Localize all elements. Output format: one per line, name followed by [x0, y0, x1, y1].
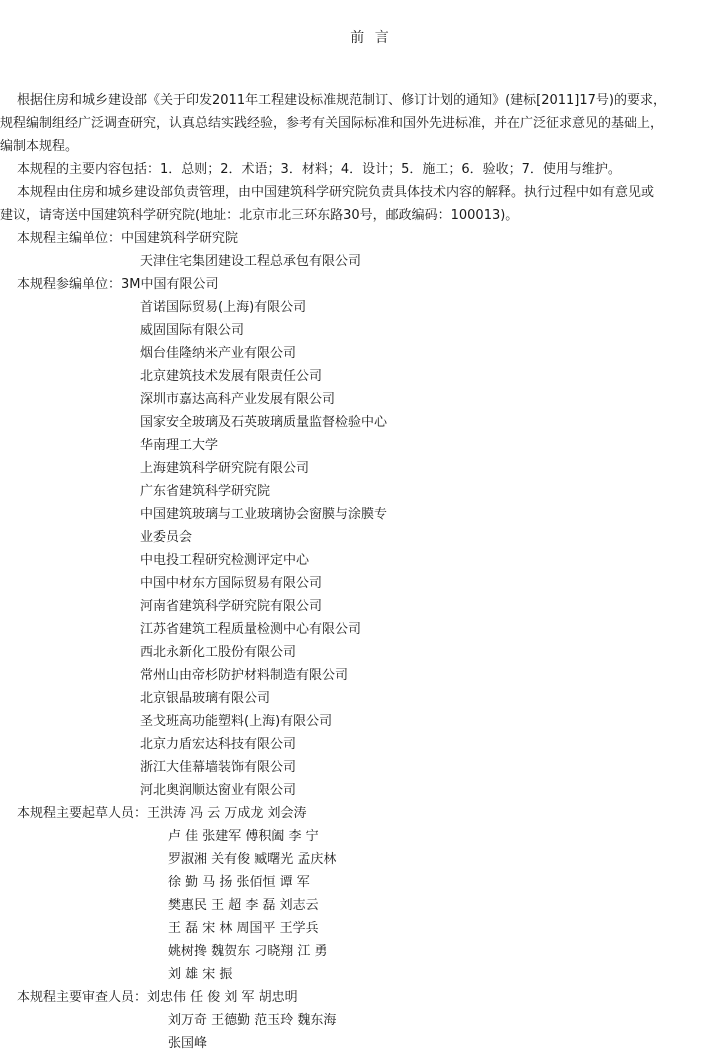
chief-editor-unit: 中国建筑科学研究院: [121, 231, 239, 246]
paragraph-contents: [0, 158, 708, 181]
participating-unit: 江苏省建筑工程质量检测中心有限公司: [140, 622, 362, 637]
paragraph-line: 根据住房和城乡建设部《关于印发2011年工程建设标准规范制订、修订计划的通知》(建标[2011]17号)的要求，: [17, 93, 666, 108]
paragraph-management: [0, 181, 708, 227]
participating-unit: 上海建筑科学研究院有限公司: [140, 461, 310, 476]
drafters-names: 王 磊 宋 林 周国平 王学兵: [168, 921, 319, 936]
paragraph-line: 规程编制组经广泛调查研究，认真总结实践经验，参考有关国际标准和国外先进标准，并在广泛征求意见的基础上，: [0, 116, 664, 131]
participating-row: [0, 273, 712, 296]
participating-unit: 北京力盾宏达科技有限公司: [140, 737, 297, 752]
paragraph-line: 本规程的主要内容包括：1．总则；2．术语；3．材料；4．设计；5．施工；6．验收；7．使用与维护。: [17, 162, 621, 177]
chief-editor-label: 本规程主编单位：: [17, 231, 122, 246]
drafters-row: [0, 802, 712, 825]
drafters-list: [0, 802, 712, 986]
drafters-names: 樊惠民 王 超 李 磊 刘志云: [168, 898, 319, 913]
participating-unit: 浙江大佳幕墙装饰有限公司: [140, 760, 297, 775]
drafters-names: 刘 雄 宋 振: [168, 967, 233, 982]
participating-unit: 中国中材东方国际贸易有限公司: [140, 576, 323, 591]
reviewers-names: 刘万奇 王德勤 范玉玲 魏东海: [168, 1013, 337, 1028]
participating-unit: 圣戈班高功能塑料(上海)有限公司: [140, 714, 333, 729]
participating-unit: 北京银晶玻璃有限公司: [140, 691, 271, 706]
drafters-names: 罗淑湘 关有俊 臧曙光 孟庆林: [168, 852, 337, 867]
participating-unit: 河南省建筑科学研究院有限公司: [140, 599, 323, 614]
participating-unit: 西北永新化工股份有限公司: [140, 645, 297, 660]
participating-label: 本规程参编单位：: [17, 277, 122, 292]
participating-unit: 首诺国际贸易(上海)有限公司: [140, 300, 307, 315]
participating-unit: 国家安全玻璃及石英玻璃质量监督检验中心: [140, 415, 388, 430]
page-title: 前 言: [350, 30, 392, 46]
participating-unit: 广东省建筑科学研究院: [140, 484, 271, 499]
paragraph-line: 编制本规程。: [0, 139, 79, 154]
paragraph-basis: [0, 89, 708, 158]
reviewers-names: 张国峰: [168, 1036, 208, 1051]
drafters-label: 本规程主要起草人员：: [17, 806, 148, 821]
participating-unit: 中国建筑玻璃与工业玻璃协会窗膜与涂膜专: [140, 507, 388, 522]
reviewers-label: 本规程主要审查人员：: [17, 990, 148, 1005]
participating-unit: 威固国际有限公司: [140, 323, 245, 338]
drafters-names: 王洪涛 冯 云 万成龙 刘会涛: [147, 806, 307, 821]
reviewers-row: [0, 986, 712, 1009]
participating-unit: 中电投工程研究检测评定中心: [140, 553, 310, 568]
participating-unit: 北京建筑技术发展有限责任公司: [140, 369, 323, 384]
reviewers-list: [0, 986, 712, 1055]
drafters-names: 卢 佳 张建军 傅积阖 李 宁: [168, 829, 319, 844]
paragraph-line: 本规程由住房和城乡建设部负责管理，由中国建筑科学研究院负责具体技术内容的解释。执行过程中如有意见或: [17, 185, 655, 200]
participating-units: [0, 273, 712, 802]
reviewers-names: 刘忠伟 任 俊 刘 军 胡忠明: [147, 990, 298, 1005]
chief-editor-units: [0, 227, 712, 273]
participating-unit: 河北奥润顺达窗业有限公司: [140, 783, 297, 798]
participating-unit: 业委员会: [140, 530, 193, 545]
participating-unit: 华南理工大学: [140, 438, 219, 453]
drafters-names: 徐 勤 马 扬 张佰恒 谭 军: [168, 875, 310, 890]
chief-editor-row: [0, 227, 712, 250]
chief-editor-unit: 天津住宅集团建设工程总承包有限公司: [140, 254, 362, 269]
participating-unit: 烟台佳隆纳米产业有限公司: [140, 346, 297, 361]
participating-unit: 常州山由帝杉防护材料制造有限公司: [140, 668, 349, 683]
paragraph-line: 建议，请寄送中国建筑科学研究院(地址：北京市北三环东路30号，邮政编码：100013)。: [0, 208, 519, 223]
participating-unit: 3M中国有限公司: [121, 277, 219, 292]
drafters-names: 姚树搀 魏贺东 刁晓翔 江 勇: [168, 944, 328, 959]
participating-unit: 深圳市嘉达高科产业发展有限公司: [140, 392, 336, 407]
